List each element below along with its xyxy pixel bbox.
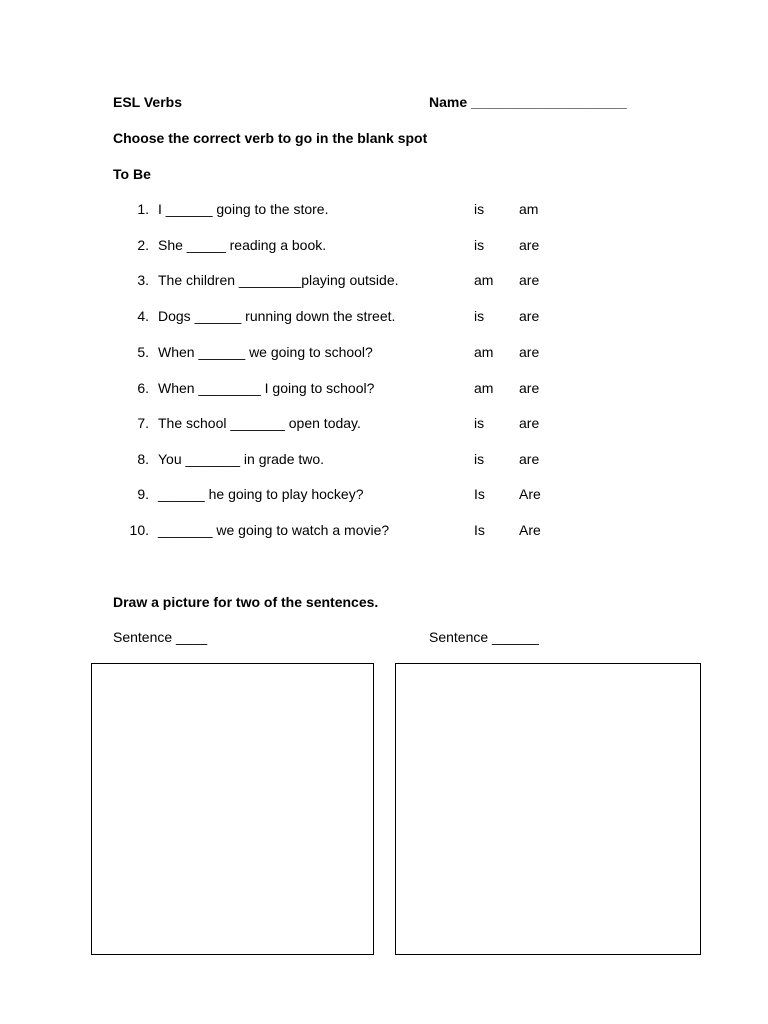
answer-option: Are	[519, 486, 541, 502]
section-heading: To Be	[113, 166, 151, 182]
drawing-box	[91, 663, 374, 955]
worksheet-title: ESL Verbs	[113, 94, 183, 110]
instructions: Choose the correct verb to go in the blank spot	[113, 130, 428, 146]
question-text: She _____ reading a book.	[158, 237, 327, 253]
answer-option: am	[474, 380, 494, 396]
answer-option: is	[474, 451, 485, 467]
answer-option: are	[519, 308, 540, 324]
question-text: The school _______ open today.	[158, 415, 361, 431]
question-number: 10.	[129, 522, 149, 538]
answer-option: am	[474, 272, 494, 288]
answer-option: is	[474, 308, 485, 324]
question-row	[0, 451, 768, 471]
question-number: 2.	[137, 237, 149, 253]
question-row	[0, 237, 768, 257]
question-number: 1.	[137, 201, 149, 217]
question-number: 5.	[137, 344, 149, 360]
question-row	[0, 272, 768, 292]
question-text: Dogs ______ running down the street.	[158, 308, 396, 324]
question-number: 7.	[137, 415, 149, 431]
answer-option: is	[474, 237, 485, 253]
answer-option: are	[519, 415, 540, 431]
answer-option: are	[519, 451, 540, 467]
question-text: The children ________playing outside.	[158, 272, 399, 288]
answer-option: Are	[519, 522, 541, 538]
name-field: Name ____________________	[429, 94, 627, 110]
question-row	[0, 415, 768, 435]
question-row	[0, 201, 768, 221]
answer-option: are	[519, 272, 540, 288]
answer-option: is	[474, 201, 485, 217]
question-text: _______ we going to watch a movie?	[158, 522, 390, 538]
question-row	[0, 344, 768, 364]
question-row	[0, 486, 768, 506]
answer-option: are	[519, 237, 540, 253]
question-row	[0, 522, 768, 542]
answer-option: Is	[474, 486, 485, 502]
question-number: 4.	[137, 308, 149, 324]
draw-heading: Draw a picture for two of the sentences.	[113, 594, 379, 610]
question-text: You _______ in grade two.	[158, 451, 325, 467]
answer-option: Is	[474, 522, 485, 538]
answer-option: are	[519, 380, 540, 396]
drawing-box	[395, 663, 701, 955]
question-text: When ________ I going to school?	[158, 380, 375, 396]
sentence-label: Sentence ____	[113, 629, 208, 645]
question-row	[0, 308, 768, 328]
question-number: 6.	[137, 380, 149, 396]
answer-option: are	[519, 344, 540, 360]
question-number: 3.	[137, 272, 149, 288]
question-text: I ______ going to the store.	[158, 201, 329, 217]
answer-option: is	[474, 415, 485, 431]
question-number: 8.	[137, 451, 149, 467]
question-row	[0, 380, 768, 400]
answer-option: am	[474, 344, 494, 360]
question-number: 9.	[137, 486, 149, 502]
answer-option: am	[519, 201, 539, 217]
sentence-label: Sentence ______	[429, 629, 539, 645]
question-text: When ______ we going to school?	[158, 344, 373, 360]
question-text: ______ he going to play hockey?	[158, 486, 364, 502]
